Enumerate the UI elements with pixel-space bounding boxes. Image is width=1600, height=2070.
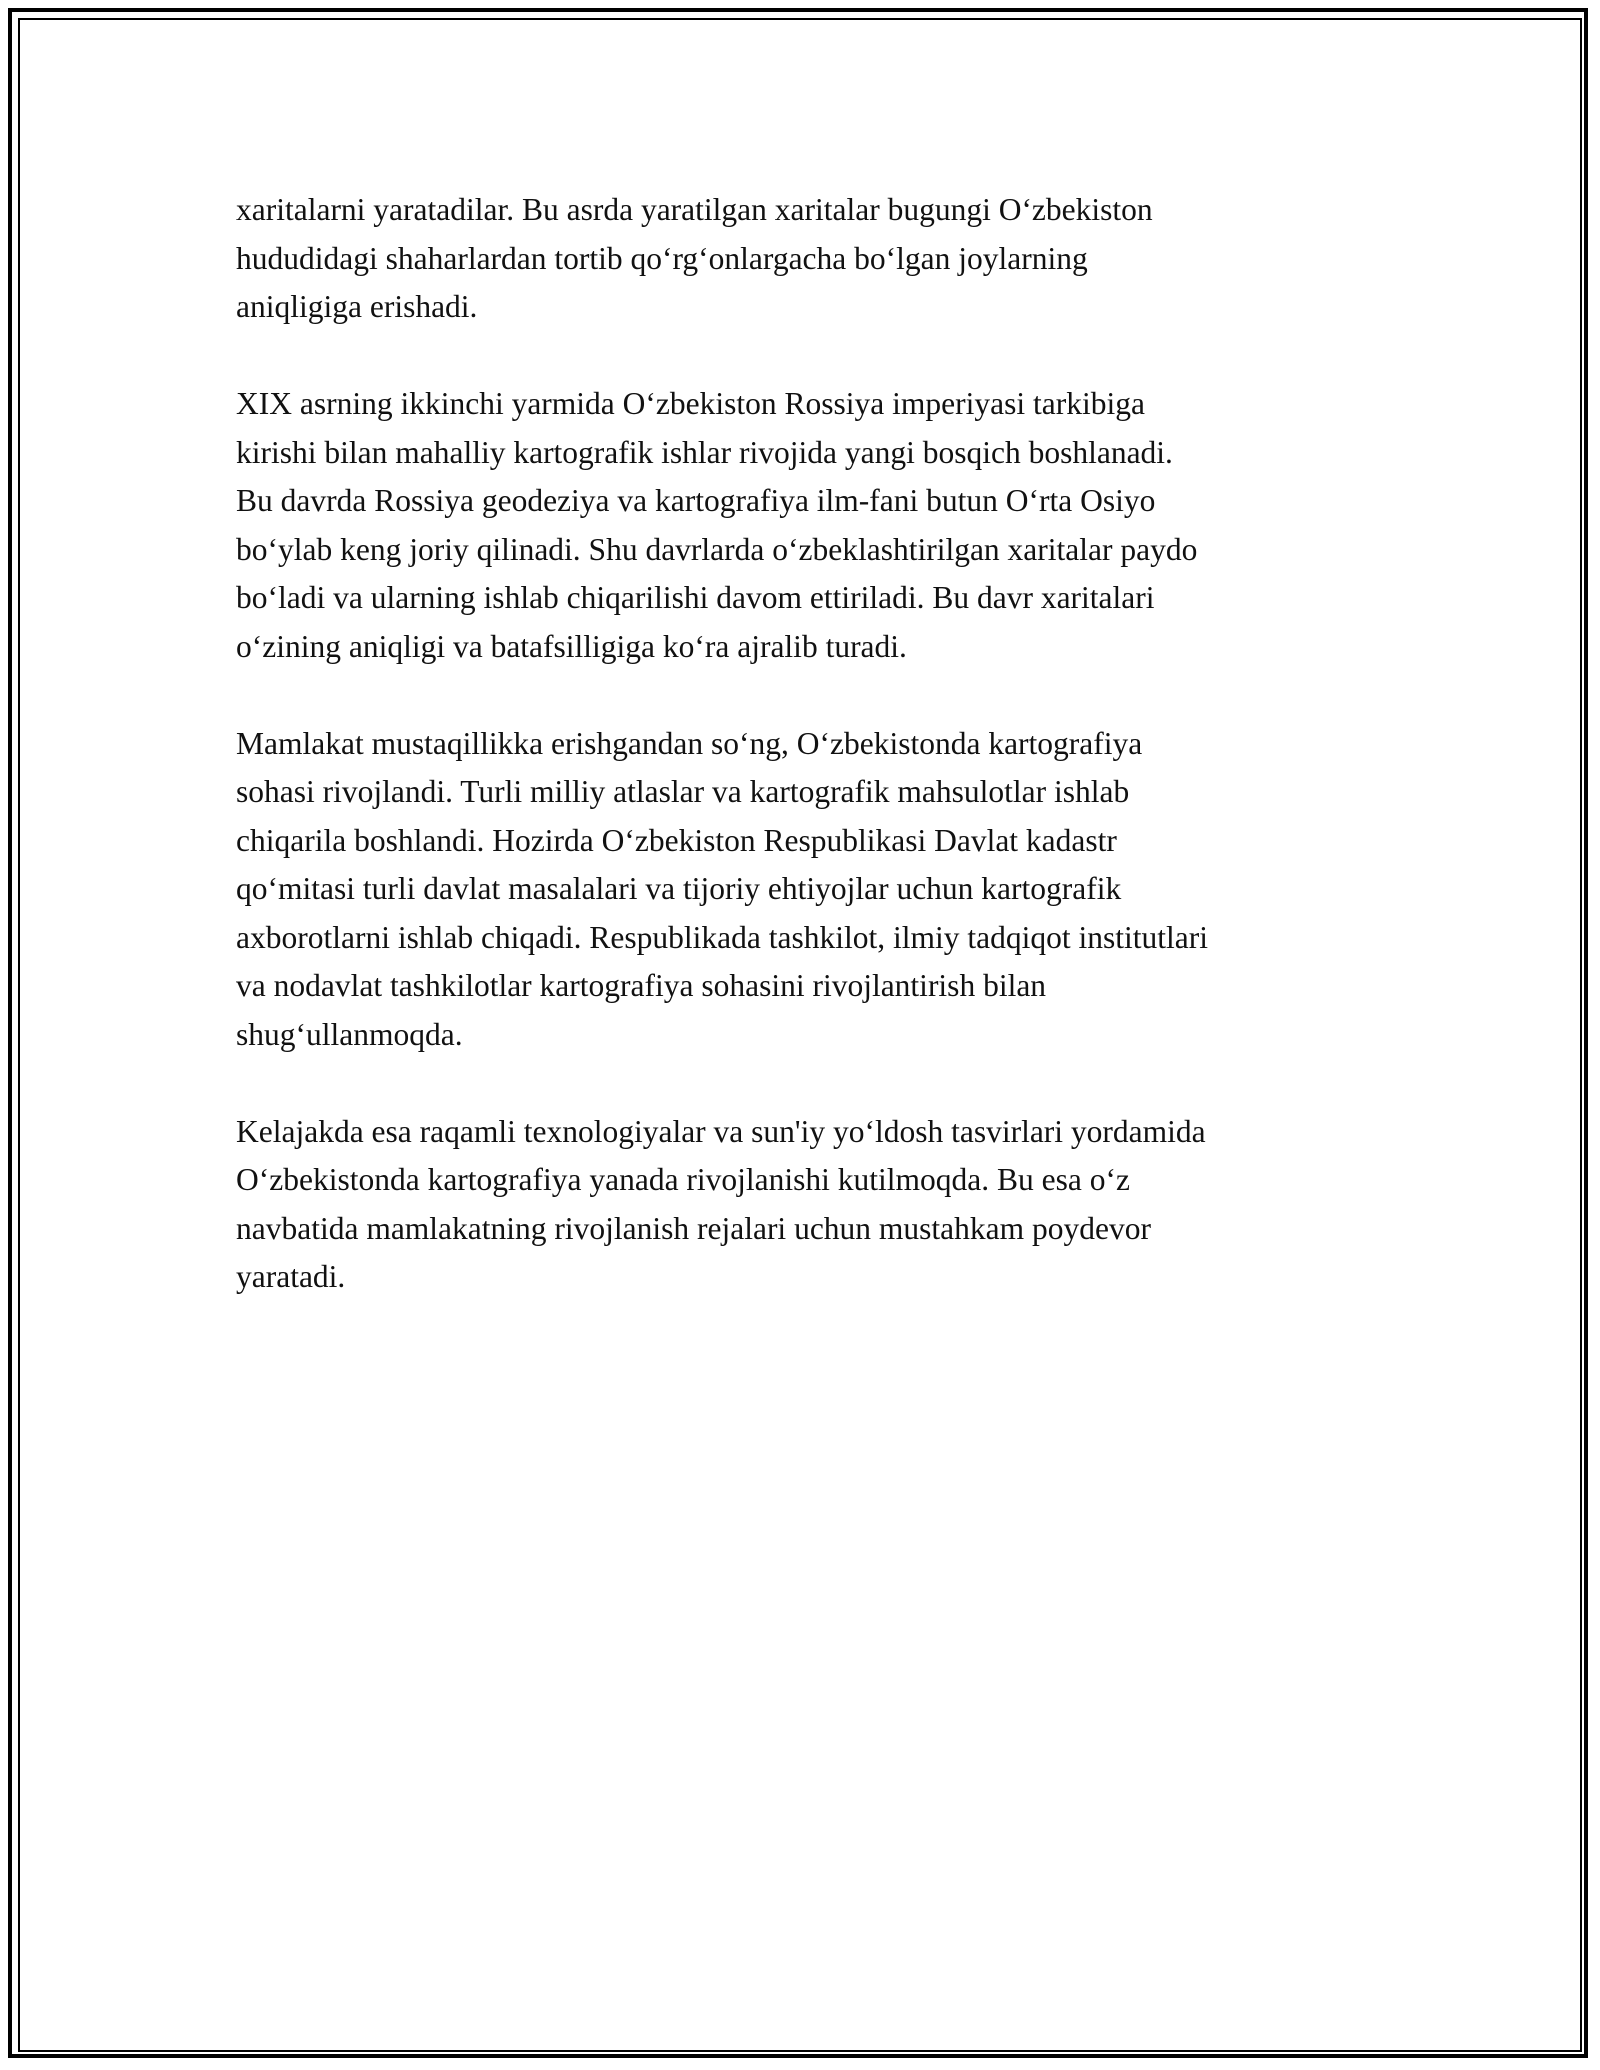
- paragraph-1: xaritalarni yaratadilar. Bu asrda yaratilgan xaritalar bugungi O‘zbekiston hududidagi shaharlardan tortib qo‘rg‘onlargacha bo‘lgan joylarning aniqligiga erishadi.: [236, 192, 1153, 324]
- paragraph-2: XIX asrning ikkinchi yarmida O‘zbekiston Rossiya imperiyasi tarkibiga kirishi bilan mahalliy kartografik ishlar rivojida yangi bosqich boshlanadi. Bu davrda Rossiya geodeziya va kartografiya ilm-fani butun O‘rta Osiyo bo‘ylab keng joriy qilinadi. Shu davrlarda o‘zbeklashtirilgan xaritalar paydo bo‘ladi va ularning ishlab chiqarilishi davom ettiriladi. Bu davr xaritalari o‘zining aniqligi va batafsilligiga ko‘ra ajralib turadi.: [236, 386, 1198, 664]
- paragraph-4: Kelajakda esa raqamli texnologiyalar va sun'iy yo‘ldosh tasvirlari yordamida O‘zbekistonda kartografiya yanada rivojlanishi kutilmoqda. Bu esa o‘z navbatida mamlakatning rivojlanish rejalari uchun mustahkam poydevor yaratadi.: [236, 1113, 1206, 1294]
- paragraph-3: Mamlakat mustaqillikka erishgandan so‘ng, O‘zbekistonda kartografiya sohasi rivojlandi. Turli milliy atlaslar va kartografik mahsulotlar ishlab chiqarila boshlandi. Hozirda O‘zbekiston Respublikasi Davlat kadastr qo‘mitasi turli davlat masalalari va tijoriy ehtiyojlar uchun kartografik axborotlarni ishlab chiqadi. Respublikada tashkilot, ilmiy tadqiqot institutlari va nodavlat tashkilotlar kartografiya sohasini rivojlantirish bilan shug‘ullanmoqda.: [236, 725, 1208, 1052]
- document-body: [236, 186, 1376, 1350]
